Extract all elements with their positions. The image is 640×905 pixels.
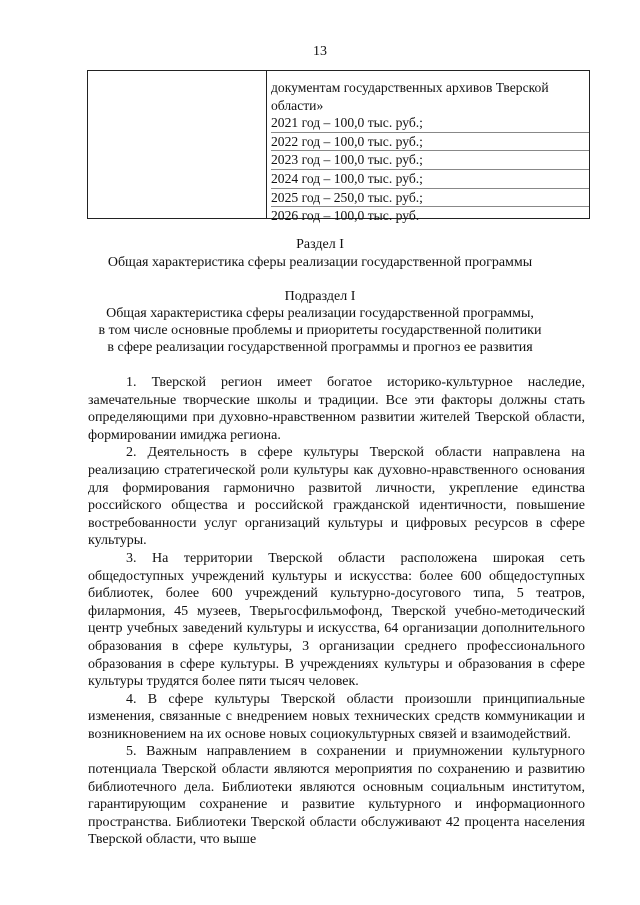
paragraph: 1. Тверской регион имеет богатое историко-культурное наследие, замечательные творческие школы и традиции. Все эти факторы должны стать определяющими при духовно-нравственном развитии жителей Тверской области, формировании имиджа региона. [88, 375, 585, 443]
section-subtitle: Общая характеристика сферы реализации государственной программы [107, 255, 533, 270]
table-line: 2023 год – 100,0 тыс. руб.; [271, 151, 589, 170]
budget-table [87, 70, 590, 224]
paragraph: 4. В сфере культуры Тверской области произошли принципиальные изменения, связанные с внедрением новых технических средств коммуникации и возникновением на их основе новых социокультурных связей и взаимодействий. [88, 691, 585, 742]
table-line: 2024 год – 100,0 тыс. руб.; [271, 170, 589, 189]
table-line: 2021 год – 100,0 тыс. руб.; [271, 114, 589, 133]
subsection-heading-line: в том числе основные проблемы и приоритеты государственной политики [98, 323, 542, 338]
paragraph: 2. Деятельность в сфере культуры Тверской области направлена на реализацию стратегической роли культуры как духовно-нравственного основания для формирования гармонично развитой личности, укрепление единства российского общества и российской гражданской идентичности, повышение востребованности услуг организаций культуры и цифровых ресурсов в сфере культуры. [88, 445, 585, 549]
paragraph: 5. Важным направлением в сохранении и приумножении культурного потенциала Тверской области являются мероприятия по сохранению и развитию библиотечного дела. Библиотеки являются основным социальным институтом, гарантирующим сохранение и развитие культурного и информационного пространства. Библиотеки Тверской области обслуживают 42 процента населения Тверской области, что выше [88, 744, 585, 848]
table-line: 2025 год – 250,0 тыс. руб.; [271, 189, 589, 208]
page-number: 13 [313, 44, 327, 59]
table-line: 2026 год – 100,0 тыс. руб. [271, 208, 420, 224]
table-line: 2022 год – 100,0 тыс. руб.; [271, 133, 589, 152]
table-right-cell [267, 71, 589, 224]
table-left-cell [88, 71, 267, 218]
subsection-title: Подраздел I [284, 289, 356, 304]
section-title: Раздел I [296, 237, 344, 252]
paragraph: 3. На территории Тверской области расположена широкая сеть общедоступных учреждений культуры и искусства: более 600 общедоступных библиотек, более 600 учреждений культурно-досугового типа, 5 театров, филармония, 45 музеев, Тверьгосфильмофонд, Тверской учебно-методический центр учебных заведений культуры и искусства, 64 организации дополнительного образования в сфере культуры, 3 организации среднего профессионального образования в сфере культуры. В учреждениях культуры и образования в сфере культуры трудятся более пяти тысяч человек. [88, 550, 585, 690]
body-text [88, 374, 585, 849]
subsection-heading-line: Общая характеристика сферы реализации государственной программы, [106, 306, 534, 321]
subsection-heading-line: в сфере реализации государственной программы и прогноз ее развития [107, 340, 533, 355]
table-line: области» [271, 97, 324, 113]
table-line: документам государственных архивов Тверской [271, 80, 549, 95]
